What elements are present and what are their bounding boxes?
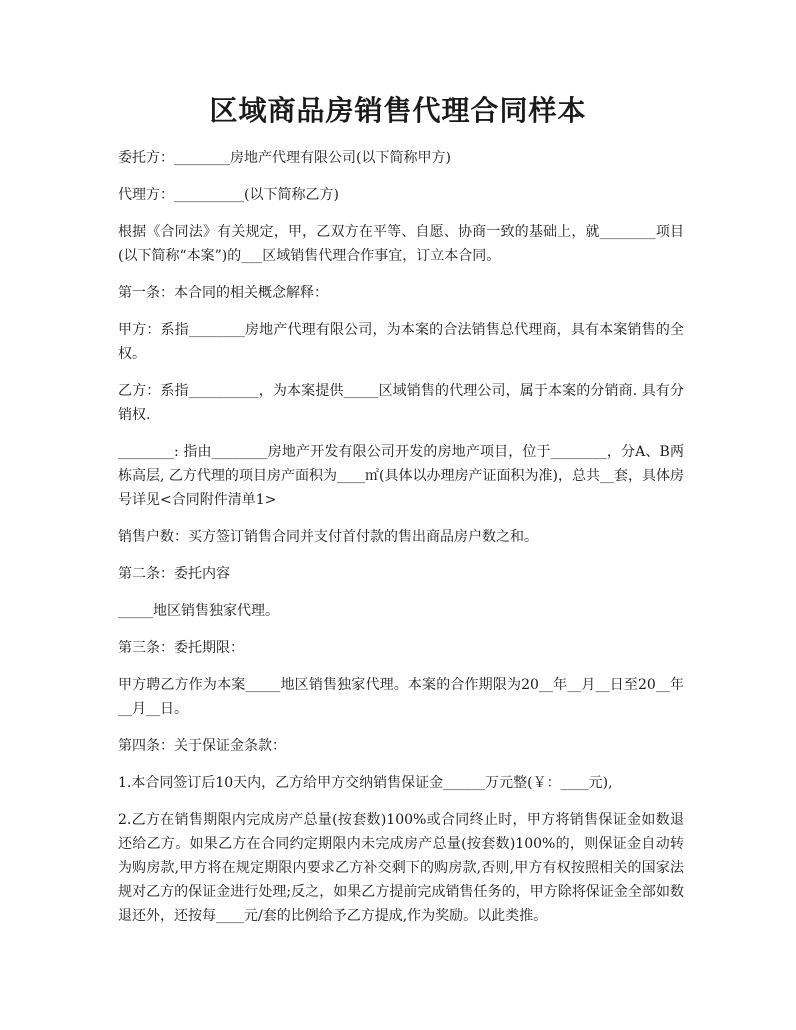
article-4-clause-1: 1.本合同签订后10天内，乙方给甲方交纳销售保证金______万元整(￥：____元), <box>118 775 613 791</box>
document-body <box>118 146 684 941</box>
article-4-heading: 第四条：关于保证金条款： <box>118 738 286 754</box>
article-3-content: 甲方聘乙方作为本案_____地区销售独家代理。本案的合作期限为20__年__月__日至20__年__月__日。 <box>118 677 684 717</box>
definition-party-a: 甲方：系指________房地产代理有限公司，为本案的合法销售总代理商，具有本案销售的全权。 <box>118 322 684 362</box>
paragraph-principal: 委托方：________房地产代理有限公司(以下简称甲方) <box>118 150 451 166</box>
document-title: 区域商品房销售代理合同样本 <box>209 94 587 127</box>
definition-project: ________: 指由________房地产开发有限公司开发的房地产项目，位于________，分A、B两栋高层, 乙方代理的项目房产面积为____㎡(具体以办理房产证面积为准)，总共__套，具体房号详见<合同附件清单1> <box>118 444 684 508</box>
paragraph-preamble: 根据《合同法》有关规定，甲，乙双方在平等、自愿、协商一致的基础上，就________项目(以下简称“本案”)的___区域销售代理合作事宜，订立本合同。 <box>118 224 684 264</box>
paragraph-agent: 代理方：__________(以下简称乙方) <box>118 187 339 203</box>
article-1-heading: 第一条：本合同的相关概念解释： <box>118 285 328 301</box>
definition-sales-units: 销售户数：买方签订销售合同并支付首付款的售出商品房户数之和。 <box>118 529 538 545</box>
article-4-clause-2: 2.乙方在销售期限内完成房产总量(按套数)100%或合同终止时，甲方将销售保证金如数退还给乙方。如果乙方在合同约定期限内未完成房产总量(按套数)100%的，则保证金自动转为购房款,甲方将在规定期限内要求乙方补交剩下的购房款,否则,甲方有权按照相关的国家法规对乙方的保证金进行处理;反之，如果乙方提前完成销售任务的，甲方除将保证金全部如数退还外，还按每____元/套的比例给予乙方提成,作为奖励。以此类推。 <box>118 812 684 924</box>
definition-party-b: 乙方：系指__________，为本案提供_____区域销售的代理公司，属于本案的分销商. 具有分销权. <box>118 383 684 423</box>
article-2-content: _____地区销售独家代理。 <box>118 603 279 619</box>
article-3-heading: 第三条：委托期限： <box>118 640 244 656</box>
article-2-heading: 第二条：委托内容 <box>118 566 230 582</box>
